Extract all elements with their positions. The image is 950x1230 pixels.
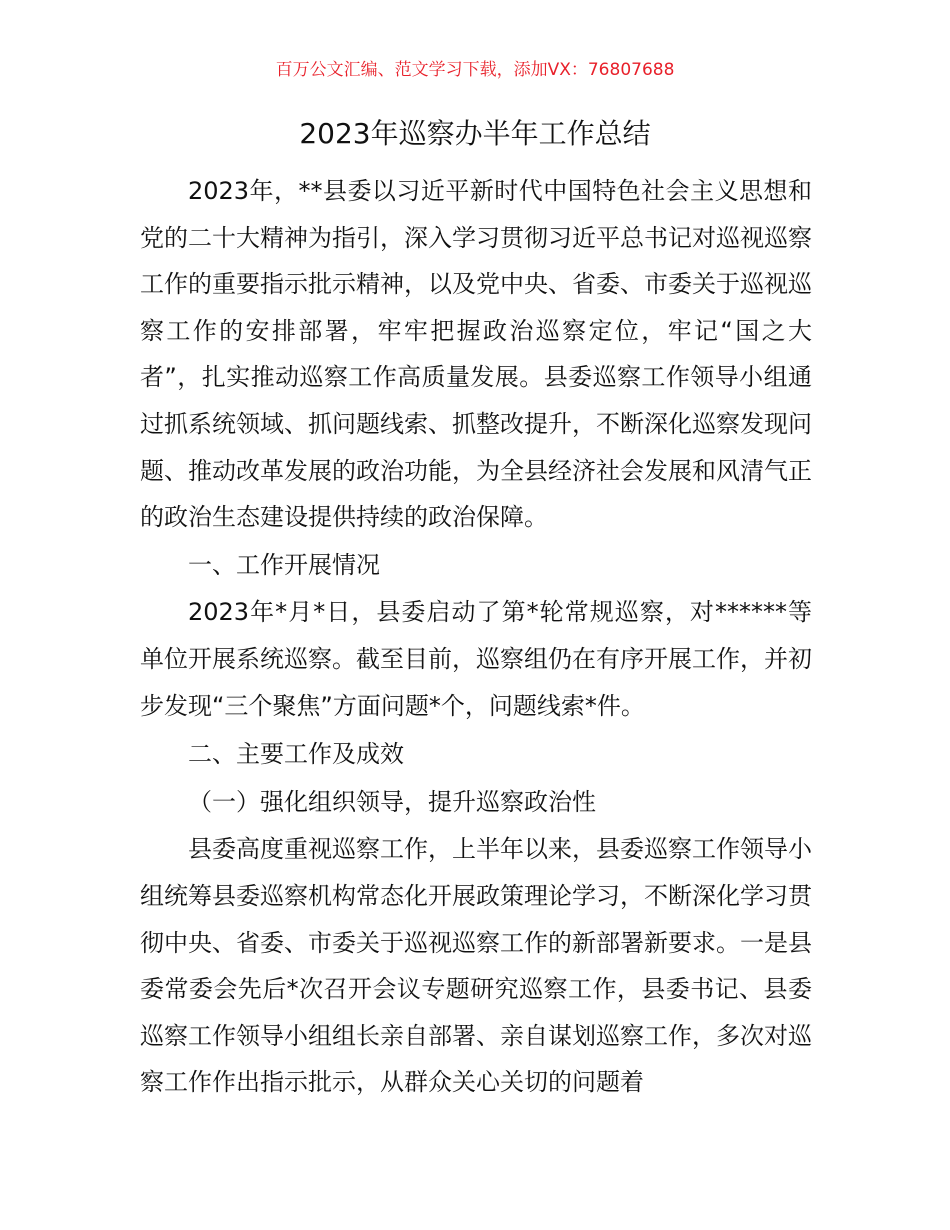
subsection-heading-1: （一）强化组织领导，提升巡察政治性 — [188, 787, 596, 816]
section-heading-2: 二、主要工作及成效 — [188, 740, 404, 769]
document-body — [140, 168, 812, 1106]
watermark-banner: 百万公文汇编、范文学习下载，添加VX：76807688 — [275, 60, 675, 80]
section-1-paragraph: 2023年*月*日，县委启动了第*轮常规巡察，对******等单位开展系统巡察。截至目前，巡察组仍在有序开展工作，并初步发现“三个聚焦”方面问题*个，问题线索*件。 — [140, 598, 812, 720]
document-title: 2023年巡察办半年工作总结 — [299, 117, 651, 150]
intro-paragraph: 2023年，**县委以习近平新时代中国特色社会主义思想和党的二十大精神为指引，深入学习贯彻习近平总书记对巡视巡察工作的重要指示批示精神，以及党中央、省委、市委关于巡视巡察工作的安排部署，牢牢把握政治巡察定位，牢记“国之大者”，扎实推动巡察工作高质量发展。县委巡察工作领导小组通过抓系统领域、抓问题线索、抓整改提升，不断深化巡察发现问题、推动改革发展的政治功能，为全县经济社会发展和风清气正的政治生态建设提供持续的政治保障。 — [140, 177, 812, 532]
subsection-1-paragraph: 县委高度重视巡察工作，上半年以来，县委巡察工作领导小组统筹县委巡察机构常态化开展政策理论学习，不断深化学习贯彻中央、省委、市委关于巡视巡察工作的新部署新要求。一是县委常委会先后*次召开会议专题研究巡察工作，县委书记、县委巡察工作领导小组组长亲自部署、亲自谋划巡察工作，多次对巡察工作作出指示批示，从群众关心关切的问题着 — [140, 835, 812, 1097]
section-heading-1: 一、工作开展情况 — [188, 550, 380, 579]
